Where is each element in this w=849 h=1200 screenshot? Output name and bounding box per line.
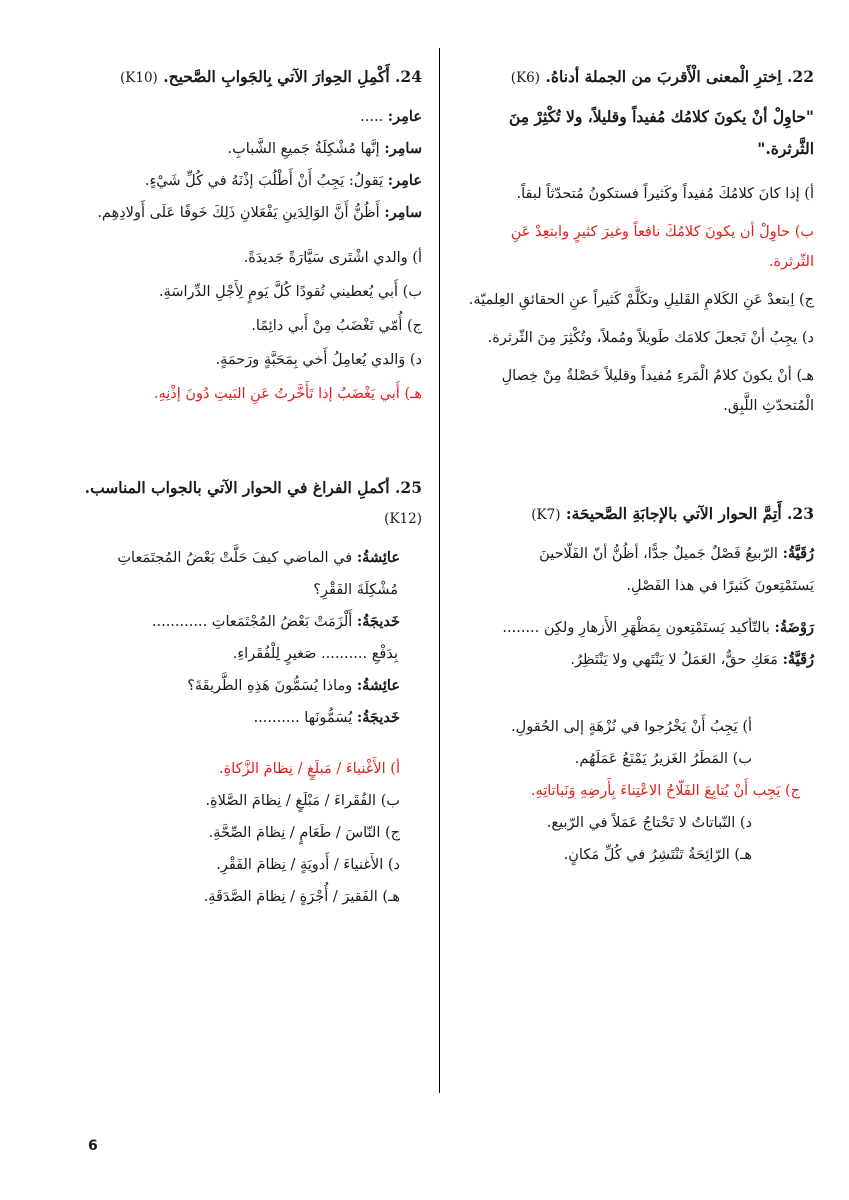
q23-option-d[interactable]: د) النّباتاتُ لا تَحْتاجُ عَمَلاً في الرّبيع. xyxy=(546,815,752,831)
q25-dialogue-line: عائِشةُ: في الماضي كيفَ حَلَّتْ بَعْضُ المُجتَمَعاتِ xyxy=(117,549,400,566)
q22-title: 22. اِخترِ الْمعنى الْأَقربَ من الجملة أدناهُ. (K6) xyxy=(510,67,814,86)
right-column xyxy=(462,62,814,872)
q24-dialogue-line: عامِر: ..... xyxy=(360,108,422,125)
q24-option-b[interactable]: ب) أَبي يُعطيني نُقودًا كُلَّ يَومٍ لِأَجْلِ الدِّراسَةِ. xyxy=(158,284,422,300)
q23-title: 23. أَتِمَّ الحوار الآتي بالإجابَةِ الصَّحيحَة: (K7) xyxy=(531,504,814,523)
q24-option-a[interactable]: أ) والدي اشْتَرى سَيَّارَةً جَديدَةً. xyxy=(243,250,422,266)
q25-option-c[interactable]: ج) النّاسَ / طَعَامٍ / نِظامَ الصِّحَّةِ. xyxy=(208,825,400,841)
q24-dialogue-line: عامِر: يَقولُ: يَجِبُ أَنْ أَطْلُبَ إذْنَهُ في كُلِّ شَيْءٍ. xyxy=(144,172,422,189)
q22-option-c[interactable]: ج) اِبتعدْ عَنِ الكَلامِ القَليلِ وتكَلَّمْ كَثيراً عنِ الحقائقِ العِلميّة. xyxy=(468,292,814,308)
q24-option-e[interactable]: هـ) أَبي يَغْضَبُ إذا تَأَخَّرتُ عَنِ البَيتِ دُونَ إذْنِهِ. xyxy=(153,386,422,402)
q22-option-b[interactable]: ب) حاوِلْ أن يكونَ كلامُكَ نافعاً وغيرَ كثيرٍ وابتعِدْ عَنِ الثّرثرة. xyxy=(510,224,814,270)
q23-dialogue-line: يَستَمْتِعونَ كَثيرًا في هذا الفَصْلِ. xyxy=(626,578,814,594)
q25-option-d[interactable]: د) الأَغنياءَ / أَدويَةٍ / نِظامَ الفَقْرِ. xyxy=(216,857,400,873)
q24-option-c[interactable]: ج) أُمّي تَغْضَبُ مِنْ أَبي دائِمًا. xyxy=(251,318,422,334)
q22-quote: "حاوِلْ أنْ يكونَ كلامُك مُفيداً وقليلاً، ولا تُكْثِرْ مِنَ الثَّرثرة." xyxy=(509,107,814,158)
q25-dialogue-line: عائِشةُ: وماذا يُسَمُّونَ هَذِهِ الطَّريقَةَ؟ xyxy=(187,677,400,694)
q23-option-b[interactable]: ب) المَطَرُ الغَزيرُ يَمْنَعُ عَمَلَهُم. xyxy=(574,751,752,767)
q25-option-e[interactable]: هـ) الفَقيرَ / أُجْرَةٍ / نِظامَ الصَّدَقَةِ. xyxy=(203,889,400,905)
q25-option-a[interactable]: أ) الأَغْنياءَ / مَبلَغٍ / نِظامَ الزَّكاةِ. xyxy=(219,761,400,777)
q23-dialogue-line: رَوْضَةُ: بالتّأكيد يَستَمْتِعون بِمَظْهَرِ الأَزهارِ ولكِن ........ xyxy=(502,619,814,636)
q23-option-e[interactable]: هـ) الرّائِحَةُ تَنْتَشِرُ في كُلِّ مَكانٍ. xyxy=(563,847,752,863)
q24-title: 24. أَكْمِلِ الحِوارَ الآتي بِالجَوابِ الصَّحيح. (K10) xyxy=(119,67,422,86)
q22-code: (K6) xyxy=(510,70,541,86)
q23-option-a[interactable]: أ) يَجِبُ أَنْ يَخْرُجوا في نُزْهَةٍ إلى الحُقولِ. xyxy=(511,719,752,735)
left-column xyxy=(70,62,422,914)
q23-dialogue-line: رُقَيَّةُ: الرّبيعُ فَصْلٌ جَميلٌ جدًّا، أظُنُّ أنّ الفَلّاحينَ xyxy=(539,545,814,562)
q25-code: (K12) xyxy=(384,511,422,527)
q25-title: 25. أكملِ الفراغ في الحوار الآتي بالجواب المناسب. (K12) xyxy=(84,478,422,527)
q24-dialogue-line: سامِر: إنَّها مُشْكِلَةُ جَميعِ الشَّبابِ. xyxy=(227,140,422,157)
q22-option-d[interactable]: د) يجِبُ أنْ تَجعلَ كلامَك طَويلاً ومُملاً، وتُكْثِرَ مِنَ الثّرثرة. xyxy=(487,330,814,346)
q24-code: (K10) xyxy=(119,70,158,86)
page-number: 6 xyxy=(88,1138,98,1154)
q23-option-c[interactable]: ج) يَجِب أَنْ يُتابِعَ الفَلّاحُ الاعْتِناءَ بِأَرضِهِ وَنَباتاتِهِ. xyxy=(530,783,800,799)
q23-code: (K7) xyxy=(531,507,561,523)
column-divider xyxy=(439,48,440,1093)
q23-dialogue-line: رُقَيَّةُ: مَعَكِ حقٌّ، العَمَلُ لا يَنْتَهي ولا يَنْتَظِرُ. xyxy=(570,651,814,668)
q24-option-d[interactable]: د) وَالدي يُعامِلُ أَخي بِمَحَبَّةٍ ورَحمَةٍ. xyxy=(215,352,422,368)
q25-option-b[interactable]: ب) الفُقَراءَ / مَبْلَغٍ / نِظامَ الصَّلاةِ. xyxy=(205,793,400,809)
q24-dialogue-line: سامِر: أَظُنُّ أَنَّ الوَالِدَينِ يَفْعَلانِ ذَلِكَ خَوفًا عَلَى أَولادِهِم. xyxy=(97,204,422,221)
q25-dialogue-line: خَديجَةُ: أَلْزَمَتْ بَعْضُ المُجْتَمَعاتِ ............ xyxy=(151,613,400,630)
q25-dialogue-line: بِدَفْعِ .......... صَغيرٍ لِلْفُقَراءِ. xyxy=(232,646,398,662)
q22-option-e[interactable]: هـ) أنْ يكونَ كلامُ الْمَرءِ مُفيداً وقليلاً خَصْلةٌ مِنْ خِصالِ الْمُتحدّثِ اللَّبِق. xyxy=(501,368,814,414)
q25-dialogue-line: مُشْكِلَةَ الفَقْرِ؟ xyxy=(313,582,398,598)
q25-dialogue-line: خَديجَةُ: يُسَمُّونَها .......... xyxy=(253,709,400,726)
q22-option-a[interactable]: أ) إذا كانَ كلامُكَ مُفيداً وكَثيراً فستكونُ مُتحدّثاً لبقاً. xyxy=(516,186,814,202)
